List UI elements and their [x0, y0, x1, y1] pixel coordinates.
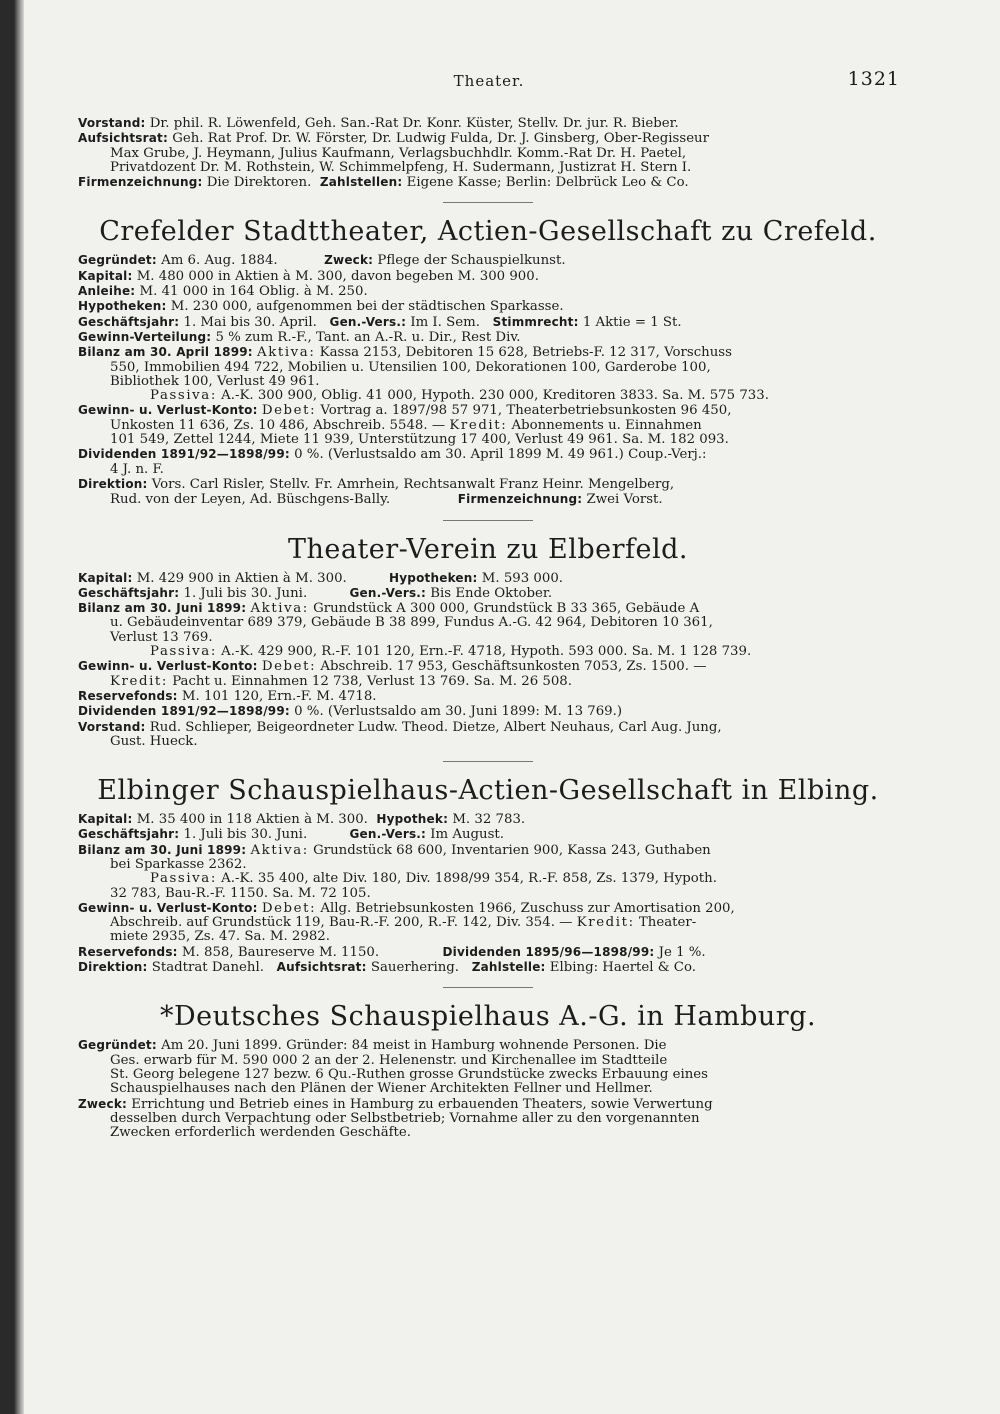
label-dividenden: Dividenden 1895/96—1898/99:: [442, 944, 655, 959]
text-genvers: Im August.: [430, 827, 505, 843]
text-reservefonds: M. 858, Baureserve M. 1150.: [181, 944, 380, 960]
label-genvers: Gen.-Vers.:: [329, 314, 407, 329]
word-passiva: Passiva:: [150, 871, 217, 887]
text-hypotheken: M. 230 000, aufgenommen bei der städtischen Sparkasse.: [170, 299, 564, 315]
label-bilanz: Bilanz am 30. Juni 1899:: [78, 842, 247, 857]
entry-kapital: [78, 269, 898, 284]
entry-guv: [78, 659, 898, 689]
running-title: Theater.: [453, 72, 525, 90]
label-hypothek: Hypothek:: [376, 812, 449, 827]
entry-kapital: [78, 571, 898, 586]
text-guv-1: Allg. Betriebsunkosten 1966, Zuschuss zur Amortisation 200,: [320, 900, 735, 916]
text-bilanz-3: Verlust 13 769.: [110, 629, 213, 645]
section-divider: [443, 520, 533, 521]
page-body: [78, 116, 898, 1140]
text-aufsichtsrat-3: Privatdozent Dr. M. Rothstein, W. Schimmelpfeng, H. Sudermann, Justizrat H. Stern I.: [110, 159, 692, 175]
line-direktion-2: [78, 492, 898, 507]
section-title-hamburg: *Deutsches Schauspielhaus A.-G. in Hamburg.: [159, 1001, 817, 1033]
entry-zweck: [78, 1097, 898, 1141]
text-zweck-2: desselben durch Verpachtung oder Selbstbetrieb; Vornahme aller zu den vorgenannten: [110, 1110, 700, 1126]
text-hypotheken: M. 593 000.: [481, 570, 564, 586]
text-guv-2a: Unkosten 11 636, Zs. 10 486, Abschreib. 5548. —: [110, 417, 446, 433]
label-gegruendet: Gegründet:: [78, 1038, 157, 1053]
word-kredit: Kredit:: [576, 915, 635, 931]
label-genvers: Gen.-Vers.:: [349, 585, 427, 600]
label-firmenzeichnung: Firmenzeichnung:: [78, 175, 203, 190]
text-geschaeftsjahr: 1. Juli bis 30. Juni.: [183, 585, 308, 601]
text-direktion-2: Rud. von der Leyen, Ad. Büschgens-Bally.: [110, 492, 391, 508]
word-debet: Debet:: [261, 403, 317, 419]
label-guv: Gewinn- u. Verlust-Konto:: [78, 659, 258, 674]
entry-bilanz: [78, 345, 898, 403]
line-guv-2: [78, 675, 898, 689]
text-dividenden: 0 %. (Verlustsaldo am 30. Juni 1899: M. 13 769.): [294, 704, 623, 720]
word-debet: Debet:: [261, 900, 317, 916]
text-gegruendet-3: St. Georg belegene 127 bezw. 6 Qu.-Ruthen grosse Grundstücke zwecks Erbauung eines: [110, 1066, 708, 1082]
section-crefeld: [78, 216, 898, 507]
label-vorstand: Vorstand:: [78, 116, 146, 130]
text-guv-2b: Theater-: [638, 915, 697, 931]
section-hamburg: [78, 1001, 898, 1140]
label-zweck: Zweck:: [324, 253, 374, 268]
label-reservefonds: Reservefonds:: [78, 688, 178, 703]
label-gewinnverteilung: Gewinn-Verteilung:: [78, 329, 212, 344]
text-geschaeftsjahr: 1. Mai bis 30. April.: [183, 314, 317, 330]
text-gegruendet-1: Am 20. Juni 1899. Gründer: 84 meist in Hamburg wohnende Personen. Die: [161, 1038, 667, 1054]
entry-geschaeftsjahr: [78, 586, 898, 601]
text-bilanz-1: Grundstück A 300 000, Grundstück B 33 365, Gebäude A: [313, 601, 700, 617]
label-aufsichtsrat: Aufsichtsrat:: [276, 960, 367, 975]
text-geschaeftsjahr: 1. Juli bis 30. Juni.: [183, 827, 308, 843]
text-kapital: M. 480 000 in Aktien à M. 300, davon begeben M. 300 900.: [136, 268, 539, 284]
text-zweck-1: Errichtung und Betrieb eines in Hamburg zu erbauenden Theaters, sowie Verwertung: [131, 1096, 713, 1112]
label-kapital: Kapital:: [78, 812, 133, 827]
text-stimmrecht: 1 Aktie = 1 St.: [582, 314, 682, 330]
text-guv-1: Vortrag a. 1897/98 57 971, Theaterbetriebsunkosten 96 450,: [320, 403, 732, 419]
text-passiva: A.-K. 429 900, R.-F. 101 120, Ern.-F. 4718, Hypoth. 593 000. Sa. M. 1 128 739.: [221, 644, 752, 660]
label-hypotheken: Hypotheken:: [78, 299, 167, 314]
text-bilanz-2: u. Gebäudeinventar 689 379, Gebäude B 38 899, Fundus A.-G. 42 964, Debitoren 10 361,: [110, 615, 713, 631]
entry-aufsichtsrat: [78, 131, 898, 175]
text-vorstand-2: Gust. Hueck.: [110, 733, 198, 749]
text-passiva-1: A.-K. 35 400, alte Div. 180, Div. 1898/99 354, R.-F. 858, Zs. 1379, Hypoth.: [221, 871, 717, 887]
section-elbing: [78, 775, 898, 975]
text-guv-2: Pacht u. Einnahmen 12 738, Verlust 13 769. Sa. M. 26 508.: [172, 673, 572, 689]
entry-guv: [78, 901, 898, 945]
text-zweck-3: Zwecken erforderlich werdenden Geschäfte.: [110, 1125, 411, 1141]
text-dividenden-2: 4 J. n. F.: [110, 461, 164, 477]
entry-bilanz: [78, 843, 898, 901]
text-aufsichtsrat-2: Max Grube, J. Heymann, Julius Kaufmann, Verlagsbuchhdlr. Komm.-Rat Dr. H. Paetel,: [110, 145, 687, 161]
label-genvers: Gen.-Vers.:: [349, 827, 427, 842]
text-guv-2b: Abonnements u. Einnahmen: [511, 417, 702, 433]
line-guv-2: [78, 419, 898, 433]
text-anleihe: M. 41 000 in 164 Oblig. à M. 250.: [139, 284, 368, 300]
text-firmenzeichnung: Zwei Vorst.: [586, 492, 663, 508]
page-number: 1321: [847, 68, 900, 90]
word-passiva: Passiva:: [150, 388, 217, 404]
text-aufsichtsrat: Sauerhering.: [370, 960, 460, 976]
line-passiva: [78, 645, 898, 659]
text-zahlstelle: Elbing: Haertel & Co.: [549, 960, 696, 976]
text-kapital: M. 429 900 in Aktien à M. 300.: [136, 570, 347, 586]
label-direktion: Direktion:: [78, 960, 148, 975]
section-divider: [443, 761, 533, 762]
text-genvers: Im I. Sem.: [410, 314, 480, 330]
text-reservefonds: M. 101 120, Ern.-F. M. 4718.: [181, 688, 377, 704]
label-direktion: Direktion:: [78, 476, 148, 491]
entry-bilanz: [78, 601, 898, 659]
text-guv-3: 101 549, Zettel 1244, Miete 11 939, Unterstützung 17 400, Verlust 49 961. Sa. M. 182 093.: [110, 432, 729, 448]
section-elberfeld: [78, 534, 898, 750]
word-kredit: Kredit:: [449, 417, 508, 433]
label-zahlstellen: Zahlstellen:: [319, 175, 403, 190]
label-kapital: Kapital:: [78, 268, 133, 283]
entry-gewinnverteilung: [78, 330, 898, 345]
text-kapital: M. 35 400 in 118 Aktien à M. 300.: [136, 812, 368, 828]
text-bilanz-2: bei Sparkasse 2362.: [110, 856, 247, 872]
text-gegruendet: Am 6. Aug. 1884.: [161, 253, 278, 269]
section-previous-continuation: [78, 116, 898, 190]
label-hypotheken: Hypotheken:: [389, 570, 478, 585]
entry-anleihe: [78, 284, 898, 299]
word-aktiva: Aktiva:: [257, 345, 316, 361]
text-bilanz-1: Kassa 2153, Debitoren 15 628, Betriebs-F. 12 317, Vorschuss: [319, 345, 732, 361]
entry-guv: [78, 403, 898, 447]
section-title-crefeld: Crefelder Stadttheater, Actien-Gesellschaft zu Crefeld.: [99, 216, 877, 248]
entry-firmenzeichnung: [78, 175, 898, 190]
entry-reservefonds: [78, 689, 898, 704]
entry-dividenden: [78, 704, 898, 719]
text-direktion-1: Vors. Carl Risler, Stellv. Fr. Amrhein, Rechtsanwalt Franz Heinr. Mengelberg,: [151, 476, 675, 492]
entry-kapital: [78, 812, 898, 827]
entry-geschaeftsjahr: [78, 315, 898, 330]
label-firmenzeichnung: Firmenzeichnung:: [457, 492, 583, 507]
text-passiva: A.-K. 300 900, Oblig. 41 000, Hypoth. 230 000, Kreditoren 3833. Sa. M. 575 733.: [221, 388, 769, 404]
label-reservefonds: Reservefonds:: [78, 944, 178, 959]
section-title-elberfeld: Theater-Verein zu Elberfeld.: [287, 533, 689, 565]
text-gegruendet-4: Schauspielhauses nach den Plänen der Wiener Architekten Fellner und Hellmer.: [110, 1081, 653, 1097]
text-vorstand: Dr. phil. R. Löwenfeld, Geh. San.-Rat Dr. Konr. Küster, Stellv. Dr. jur. R. Bieber.: [149, 116, 679, 131]
label-dividenden: Dividenden 1891/92—1898/99:: [78, 704, 290, 719]
entry-reservefonds: [78, 945, 898, 960]
scan-binding-edge: [0, 0, 24, 1414]
text-guv-3: miete 2935, Zs. 47. Sa. M. 2982.: [110, 929, 330, 945]
text-zahlstellen: Eigene Kasse; Berlin: Delbrück Leo & Co.: [406, 175, 689, 191]
label-zweck: Zweck:: [78, 1096, 128, 1111]
text-zweck: Pflege der Schauspielkunst.: [377, 253, 566, 269]
word-kredit: Kredit:: [110, 673, 168, 689]
line-passiva: [78, 389, 898, 403]
section-divider: [443, 987, 533, 988]
label-vorstand: Vorstand:: [78, 719, 146, 734]
entry-vorstand: [78, 116, 898, 131]
label-gegruendet: Gegründet:: [78, 253, 157, 268]
word-passiva: Passiva:: [150, 644, 217, 660]
text-gewinnverteilung: 5 % zum R.-F., Tant. an A.-R. u. Dir., Rest Div.: [215, 329, 521, 345]
text-bilanz-1: Grundstück 68 600, Inventarien 900, Kassa 243, Guthaben: [313, 842, 711, 858]
label-anleihe: Anleihe:: [78, 284, 136, 299]
text-firmenzeichnung: Die Direktoren.: [206, 175, 312, 191]
text-dividenden: Je 1 %.: [658, 944, 706, 960]
text-vorstand-1: Rud. Schlieper, Beigeordneter Ludw. Theod. Dietze, Albert Neuhaus, Carl Aug. Jung,: [149, 719, 722, 735]
entry-direktion: [78, 477, 898, 508]
label-aufsichtsrat: Aufsichtsrat:: [78, 131, 168, 146]
line-passiva: [78, 872, 898, 886]
entry-geschaeftsjahr: [78, 827, 898, 842]
word-aktiva: Aktiva:: [250, 842, 309, 858]
text-aufsichtsrat-1: Geh. Rat Prof. Dr. W. Förster, Dr. Ludwig Fulda, Dr. J. Ginsberg, Ober-Regisseur: [172, 131, 709, 147]
text-hypothek: M. 32 783.: [452, 812, 526, 828]
text-dividenden-1: 0 %. (Verlustsaldo am 30. April 1899 M. 49 961.) Coup.-Verj.:: [294, 447, 707, 463]
label-guv: Gewinn- u. Verlust-Konto:: [78, 403, 258, 418]
entry-gegruendet: [78, 253, 898, 268]
label-guv: Gewinn- u. Verlust-Konto:: [78, 900, 258, 915]
entry-vorstand: [78, 720, 898, 750]
text-guv-1: Abschreib. 17 953, Geschäftsunkosten 7053, Zs. 1500. —: [320, 659, 707, 675]
section-divider: [443, 202, 533, 203]
label-zahlstelle: Zahlstelle:: [471, 960, 546, 975]
text-direktion: Stadtrat Danehl.: [151, 960, 264, 976]
text-genvers: Bis Ende Oktober.: [430, 585, 553, 601]
label-geschaeftsjahr: Geschäftsjahr:: [78, 827, 180, 842]
entry-gegruendet: [78, 1038, 898, 1096]
text-passiva-2: 32 783, Bau-R.-F. 1150. Sa. M. 72 105.: [110, 885, 371, 901]
label-bilanz: Bilanz am 30. April 1899:: [78, 345, 253, 360]
word-debet: Debet:: [261, 659, 317, 675]
line-guv-2: [78, 916, 898, 930]
text-guv-2a: Abschreib. auf Grundstück 119, Bau-R.-F. 200, R.-F. 142, Div. 354. —: [110, 915, 573, 931]
label-stimmrecht: Stimmrecht:: [492, 314, 579, 329]
entry-dividenden: [78, 447, 898, 477]
entry-direktion: [78, 960, 898, 975]
word-aktiva: Aktiva:: [250, 601, 309, 617]
label-kapital: Kapital:: [78, 570, 133, 585]
entry-hypotheken: [78, 299, 898, 314]
text-bilanz-2: 550, Immobilien 494 722, Mobilien u. Utensilien 100, Dekorationen 100, Garderobe 100,: [110, 359, 711, 375]
section-title-elbing: Elbinger Schauspielhaus-Actien-Gesellschaft in Elbing.: [97, 775, 879, 807]
text-bilanz-3: Bibliothek 100, Verlust 49 961.: [110, 373, 320, 389]
page-header: [78, 68, 900, 98]
label-geschaeftsjahr: Geschäftsjahr:: [78, 585, 180, 600]
label-bilanz: Bilanz am 30. Juni 1899:: [78, 601, 247, 616]
label-dividenden: Dividenden 1891/92—1898/99:: [78, 447, 290, 462]
label-geschaeftsjahr: Geschäftsjahr:: [78, 314, 180, 329]
text-gegruendet-2: Ges. erwarb für M. 590 000 2 an der 2. Helenenstr. und Kirchenallee im Stadtteile: [110, 1052, 668, 1068]
